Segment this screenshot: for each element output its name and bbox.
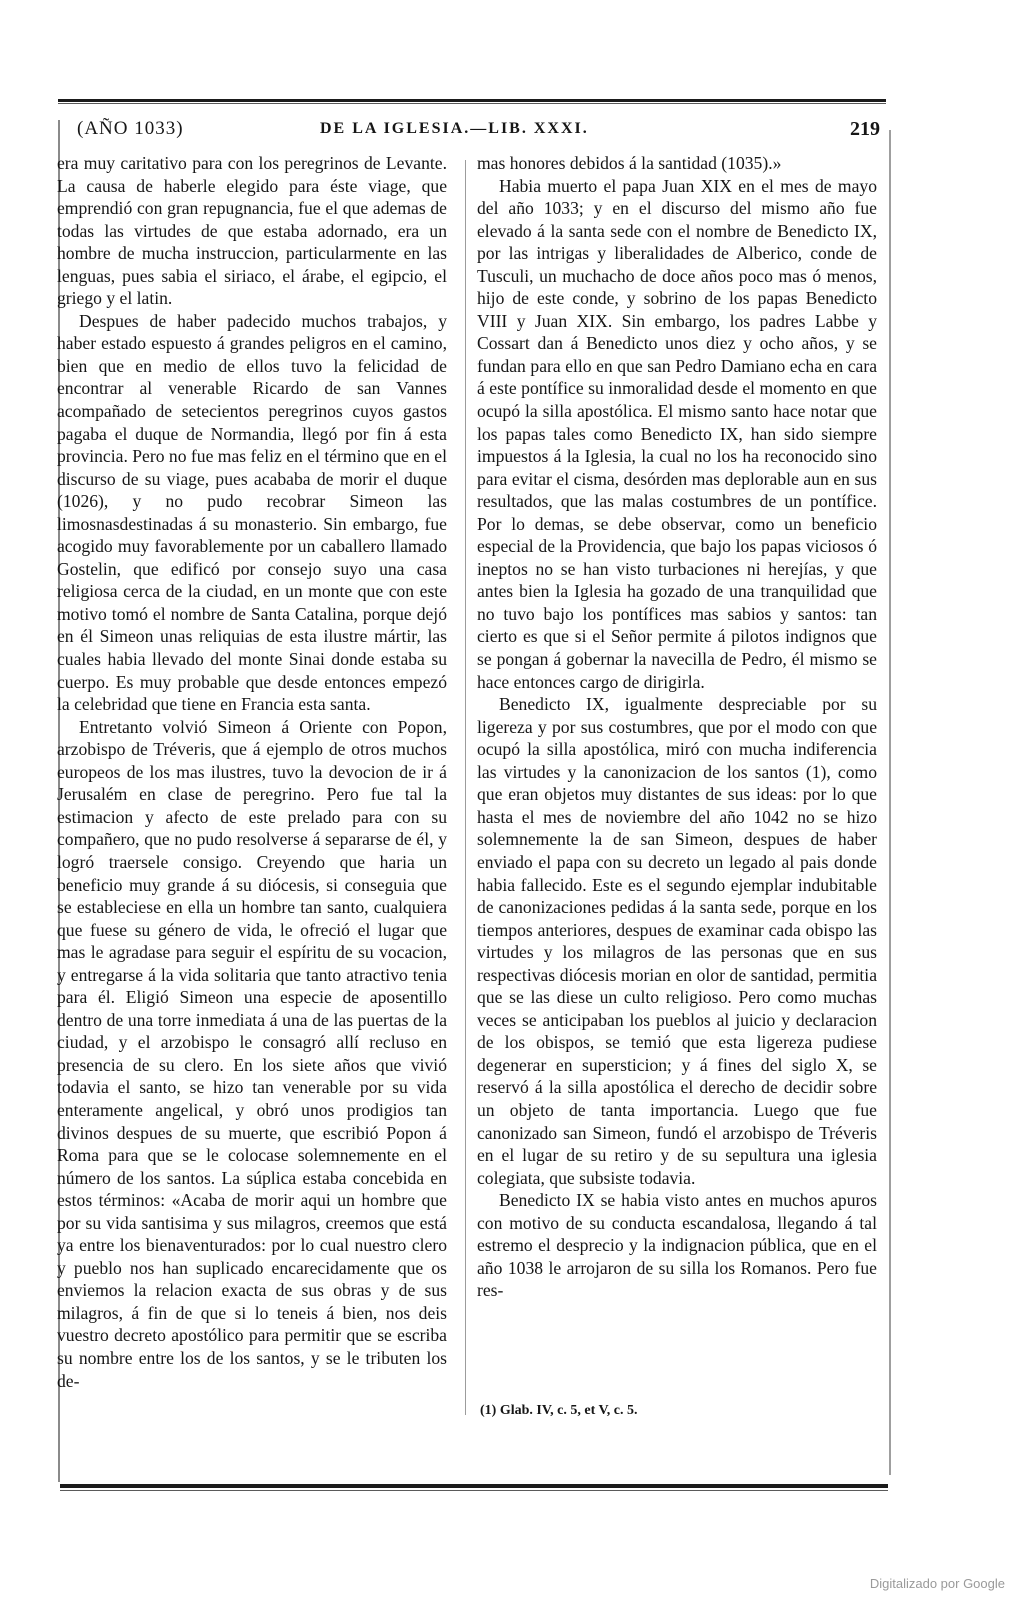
paragraph: mas honores debidos á la santidad (1035).» xyxy=(477,153,782,173)
digitization-watermark: Digitalizado por Google xyxy=(869,1576,1005,1591)
right-page-edge xyxy=(889,130,891,1475)
right-column xyxy=(477,152,877,1302)
page-number: 219 xyxy=(850,118,880,140)
paragraph: Benedicto IX, igualmente despreciable por su ligereza y por sus costumbres, que por el modo con que ocupó la silla apostólica, miró con mucha indiferencia las virtudes y la canonizacion de los santos (1), como que eran objetos muy distantes de sus ideas: por lo que hasta el mes de noviembre del año 1042 no se hizo solemnemente la de san Simeon, despues de haber enviado el papa con su decreto un legado al pais donde habia fallecido. Este es el segundo ejemplar indubitable de canonizaciones pedidas á la santa sede, porque en los tiempos anteriores, despues de examinar cada obispo las virtudes y los milagros de las personas que en sus respectivas diócesis morian en olor de santidad, permitia que se las diese un culto religioso. Pero como muchas veces se anticipaban los pueblos al juicio y declaracion de los obispos, se temió que esta ligereza pudiese degenerar en supersticion; y á fines del siglo X, se reservó á la silla apostólica el derecho de decidir sobre un objeto de tanta importancia. Luego que fue canonizado san Simeon, fundó el arzobispo de Tréveris en el lugar de su retiro y de su sepultura una iglesia colegiata, que subsiste todavia. xyxy=(477,694,877,1188)
paragraph: Benedicto IX se habia visto antes en muchos apuros con motivo de su conducta escandalosa, llegando á tal estremo el desprecio y la indignacion pública, que en el año 1038 le arrojaron de su silla los Romanos. Pero fue res- xyxy=(477,1190,877,1301)
top-rule-thin xyxy=(58,103,886,104)
paragraph: era muy caritativo para con los peregrinos de Levante. La causa de haberle elegido para éste viage, que emprendió con gran repugnancia, fue el que ademas de todas las virtudes de que estaba adornado, era un hombre de mucha instruccion, particularmente en las lenguas, pues sabia el siriaco, el árabe, el egipcio, el griego y el latin. xyxy=(57,153,447,309)
column-separator xyxy=(465,160,466,1415)
header-year: (AÑO 1033) xyxy=(77,118,184,139)
bottom-rule xyxy=(60,1484,888,1488)
paragraph: Habia muerto el papa Juan XIX en el mes de mayo del año 1033; y en el discurso del mismo año fue elevado á la santa sede con el nombre de Benedicto IX, por las intrigas y liberalidades de Alberico, conde de Tusculi, un muchacho de doce años poco mas ó menos, hijo de este conde, y sobrino de los papas Benedicto VIII y Juan XIX. Sin embargo, los padres Labbe y Cossart dan á Benedicto unos diez y ocho años, y se fundan para ello en que san Pedro Damiano echa en cara á este pontífice su inmoralidad desde el momento en que ocupó la silla apostólica. El mismo santo hace notar que los papas tales como Benedicto IX, han sido siempre impuestos á la Iglesia, la cual no los ha reconocido sino para evitar el cisma, desórden mas deplorable aun en sus resultados, que las malas costumbres de un pontífice. Por lo demas, se debe observar, como un beneficio especial de la Providencia, que bajo los papas viciosos ó ineptos no se han visto turbaciones ni herejías, y que antes bien la Iglesia ha gozado de una tranquilidad que no tuvo bajo los pontífices mas sabios y santos: tan cierto es que si el Señor permite á pilotos indignos que se pongan á gobernar la navecilla de Pedro, él mismo se hace entonces cargo de dirigirla. xyxy=(477,175,877,692)
top-rule xyxy=(58,99,886,102)
bottom-rule-thin xyxy=(60,1490,888,1491)
header-title: DE LA IGLESIA.—LIB. XXXI. xyxy=(320,120,589,137)
paragraph: Entretanto volvió Simeon á Oriente con Popon, arzobispo de Tréveris, que á ejemplo de otros muchos europeos de los mas ilustres, tuvo la devocion de ir á Jerusalém en clase de peregrino. Pero fue tal la estimacion y afecto de este prelado para con su compañero, que no pudo resolverse á separarse de él, y logró traersele consigo. Creyendo que haria un beneficio muy grande á su diócesis, si conseguia que se estableciese en ella un hombre tan santo, cualquiera que fuese su género de vida, le ofreció el lugar que mas le agradase para seguir el espíritu de su vocacion, y entregarse á la vida solitaria que tanto atractivo tenia para él. Eligió Simeon una especie de aposentillo dentro de una torre inmediata á una de las puertas de la ciudad, y el arzobispo le consagró allí recluso en presencia de su clero. En los siete años que vivió todavia el santo, se hizo tan venerable por su vida enteramente angelical, y obró unos prodigios tan divinos despues de su muerte, que escribió Popon á Roma para que se le colocase solemnemente en el número de los santos. La súplica estaba concebida en estos términos: «Acaba de morir aqui un hombre que por su vida santisima y sus milagros, creemos que está ya entre los bienaventurados: por lo cual nuestro clero y pueblo nos han suplicado encarecidamente que os enviemos la relacion exacta de sus obras y de sus milagros, á fin de que si lo teneis á bien, nos deis vuestro decreto apostólico para permitir que se escriba su nombre entre los de los santos, y se le tributen los de- xyxy=(57,716,447,1391)
left-column xyxy=(57,152,447,1392)
running-header xyxy=(72,118,880,148)
footnote: (1) Glab. IV, c. 5, et V, c. 5. xyxy=(480,1403,638,1418)
paragraph: Despues de haber padecido muchos trabajos, y haber estado espuesto á grandes peligros en el camino, bien que en medio de ellos tuvo la felicidad de encontrar al venerable Ricardo de san Vannes acompañado de setecientos peregrinos cuyos gastos pagaba el duque de Normandia, llegó por fin á esta provincia. Pero no fue mas feliz en el término que en el discurso de su viage, pues acababa de morir el duque (1026), y no pudo recobrar Simeon las limosnasdestinadas á su monasterio. Sin embargo, fue acogido muy favorablemente por un caballero llamado Gostelin, que edificó por consejo suyo una casa religiosa cerca de la ciudad, en un monte que con este motivo tomó el nombre de Santa Catalina, porque dejó en él Simeon unas reliquias de esta ilustre mártir, las cuales habia llevado del monte Sinai donde estaba su cuerpo. Es muy probable que desde entonces empezó la celebridad que tiene en Francia esta santa. xyxy=(57,310,447,715)
